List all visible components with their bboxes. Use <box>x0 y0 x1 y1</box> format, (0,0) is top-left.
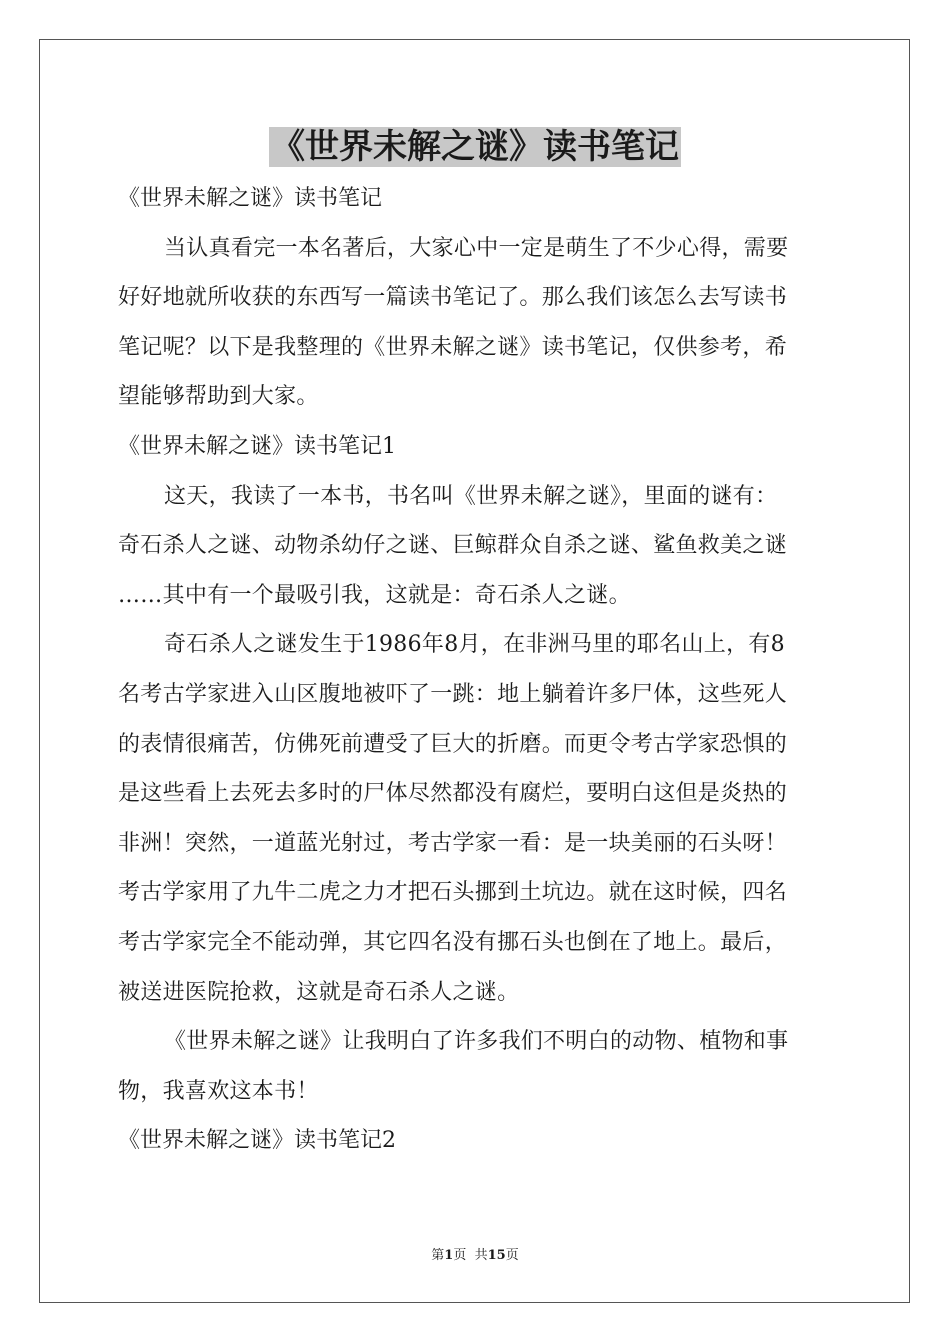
document-title <box>0 124 950 170</box>
document-title-text: 《世界未解之谜》读书笔记 <box>271 127 679 167</box>
paragraph-line: 被送进医院抢救，这就是奇石杀人之谜。 <box>118 979 520 1005</box>
footer-page-current: 1 <box>444 1248 454 1263</box>
paragraph-line: 的表情很痛苦，仿佛死前遭受了巨大的折磨。而更令考古学家恐惧的 <box>118 731 788 757</box>
paragraph-line: 奇石杀人之谜发生于1986年8月，在非洲马里的耶名山上，有8 <box>164 632 785 658</box>
paragraph-line: ……其中有一个最吸引我，这就是：奇石杀人之谜。 <box>118 582 631 608</box>
paragraph-line: 笔记呢？以下是我整理的《世界未解之谜》读书笔记，仅供参考，希 <box>118 334 788 360</box>
footer-page-mid: 页 共 <box>453 1248 488 1263</box>
paragraph-line: 这天，我读了一本书，书名叫《世界未解之谜》，里面的谜有： <box>164 483 778 509</box>
document-subtitle: 《世界未解之谜》读书笔记 <box>118 186 383 211</box>
footer-page-total: 15 <box>487 1248 506 1263</box>
paragraph-line: 考古学家用了九牛二虎之力才把石头挪到土坑边。就在这时候，四名 <box>118 880 788 906</box>
paragraph-line: 望能够帮助到大家。 <box>118 384 319 410</box>
paragraph-line: 奇石杀人之谜、动物杀幼仔之谜、巨鲸群众自杀之谜、鲨鱼救美之谜 <box>118 533 788 559</box>
section-heading-1: 《世界未解之谜》读书笔记1 <box>118 433 396 459</box>
section-heading-2: 《世界未解之谜》读书笔记2 <box>118 1128 396 1154</box>
footer-page-prefix: 第 <box>431 1248 445 1263</box>
paragraph-line: 物，我喜欢这本书！ <box>118 1078 319 1104</box>
section1-paragraph-3 <box>118 1017 834 1116</box>
page-footer <box>0 1246 950 1266</box>
footer-page-suffix: 页 <box>505 1248 519 1263</box>
paragraph-line: 非洲！突然，一道蓝光射过，考古学家一看：是一块美丽的石头呀！ <box>118 830 788 856</box>
intro-paragraph <box>118 224 834 422</box>
document-body <box>118 174 834 1166</box>
paragraph-line: 好好地就所收获的东西写一篇读书笔记了。那么我们该怎么去写读书 <box>118 285 788 311</box>
paragraph-line: 《世界未解之谜》让我明白了许多我们不明白的动物、植物和事 <box>164 1029 789 1055</box>
paragraph-line: 当认真看完一本名著后，大家心中一定是萌生了不少心得，需要 <box>164 235 789 261</box>
section1-paragraph-2 <box>118 620 834 1017</box>
paragraph-line: 是这些看上去死去多时的尸体尽然都没有腐烂，要明白这但是炎热的 <box>118 781 788 807</box>
section1-paragraph-1 <box>118 472 834 621</box>
paragraph-line: 名考古学家进入山区腹地被吓了一跳：地上躺着许多尸体，这些死人 <box>118 681 788 707</box>
paragraph-line: 考古学家完全不能动弹，其它四名没有挪石头也倒在了地上。最后， <box>118 929 788 955</box>
